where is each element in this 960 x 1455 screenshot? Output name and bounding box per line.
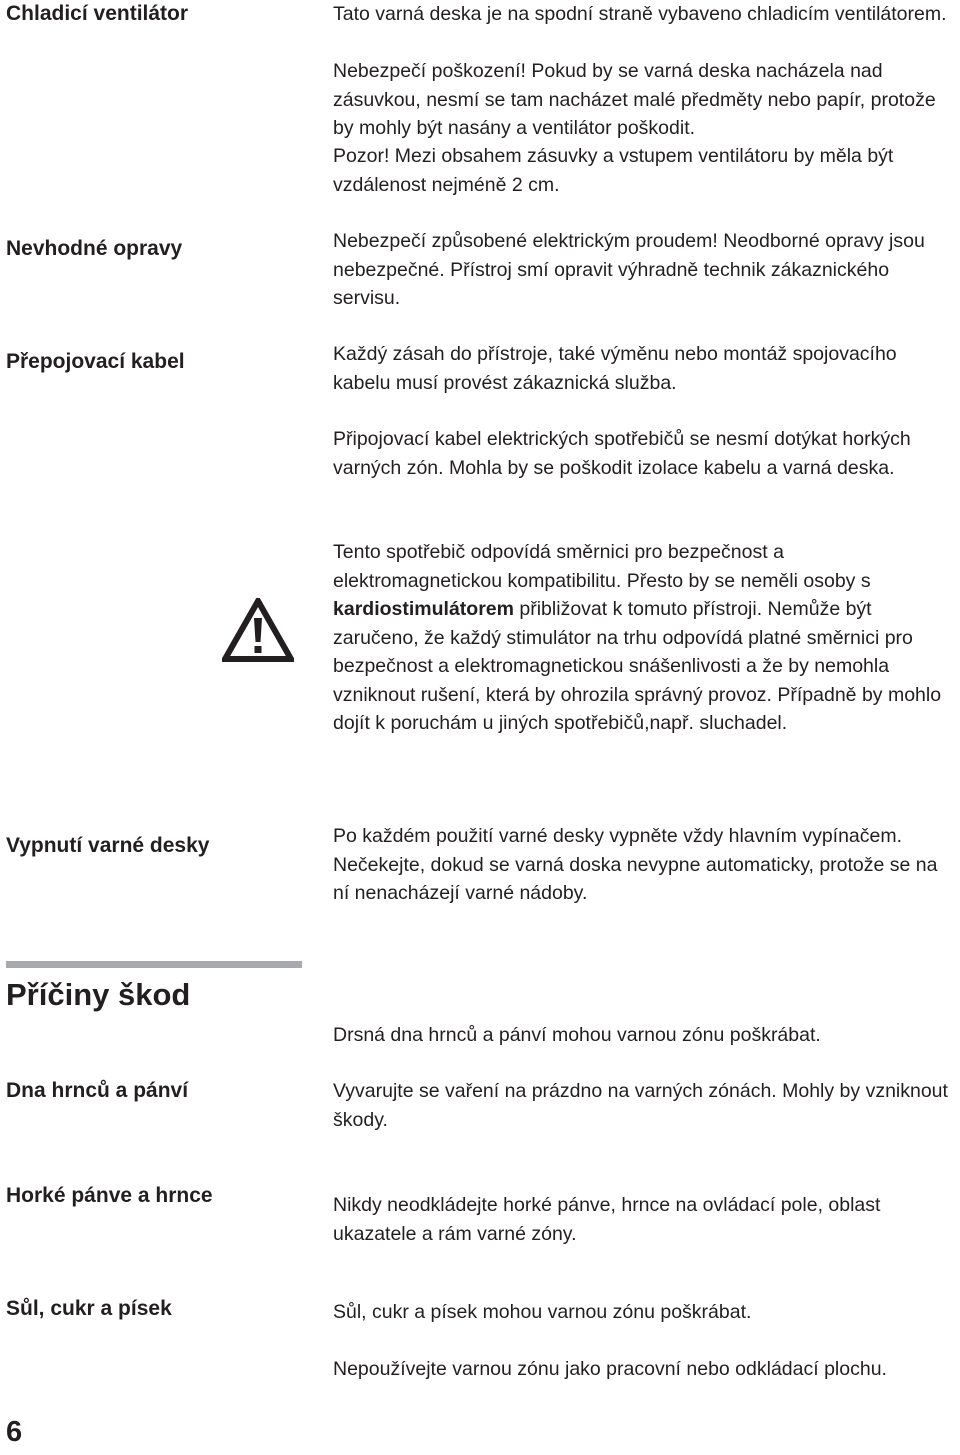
label-salt-sugar-sand: Sůl, cukr a písek	[6, 1297, 172, 1320]
paragraph-emc	[333, 538, 955, 738]
label-cooling-fan: Chladicí ventilátor	[6, 2, 189, 25]
paragraph-switch-off: Po každém použití varné desky vypněte vždy hlavním vypínačem. Nečekejte, dokud se varná doska nevypne automaticky, protože se na ní nenacházejí varné nádoby.	[333, 825, 938, 904]
paragraph-salt-sugar-sand: Sůl, cukr a písek mohou varnou zónu poškrábat.	[333, 1301, 752, 1323]
label-switch-off: Vypnutí varné desky	[6, 834, 210, 857]
paragraph-fan-distance: Pozor! Mezi obsahem zásuvky a vstupem ventilátoru by měla být vzdálenost nejméně 2 cm.	[333, 145, 894, 196]
paragraph-cable-hot-zones: Připojovací kabel elektrických spotřebičů se nesmí dotýkat horkých varných zón. Mohla by se poškodit izolace kabelu a varná deska.	[333, 428, 911, 479]
label-hot-pans: Horké pánve a hrnce	[6, 1184, 213, 1207]
paragraph-cable-service: Každý zásah do přístroje, také výměnu nebo montáž spojovacího kabelu musí provést zákaznická služba.	[333, 343, 897, 394]
page-number: 6	[6, 1416, 23, 1448]
paragraph-emc-end: přibližovat k tomuto přístroji. Nemůže být zaručeno, že každý stimulátor na trhu odpovídá platné směrnici pro bezpečnost a elektromagnetickou snášenlivosti a že by nemohla vzniknout rušení, která by ohrozila správný provoz. Případně by mohlo dojít k poruchám u jiných spotřebičů,např. sluchadel.	[333, 598, 942, 734]
paragraph-fan-damage: Nebezpečí poškození! Pokud by se varná deska nacházela nad zásuvkou, nesmí se tam nacházet malé předměty nebo papír, protože by mohly být nasány a ventilátor poškodit.	[333, 60, 936, 139]
section-divider	[6, 961, 302, 968]
warning-triangle-icon	[222, 598, 294, 662]
section-title: Příčiny škod	[6, 977, 191, 1012]
paragraph-no-work-surface: Nepoužívejte varnou zónu jako pracovní nebo odkládací plochu.	[333, 1358, 887, 1380]
label-pot-bottoms: Dna hrnců a pánví	[6, 1079, 189, 1102]
paragraph-rough-bottoms: Drsná dna hrnců a pánví mohou varnou zónu poškrábat.	[333, 1024, 821, 1046]
paragraph-hot-pans: Nikdy neodkládejte horké pánve, hrnce na ovládací pole, oblast ukazatele a rám varné zóny.	[333, 1194, 881, 1245]
paragraph-fan-intro: Tato varná deska je na spodní straně vybaveno chladicím ventilátorem.	[333, 3, 947, 25]
label-improper-repairs: Nevhodné opravy	[6, 237, 183, 260]
paragraph-emc-bold: kardiostimulátorem	[333, 598, 514, 620]
paragraph-repairs: Nebezpečí způsobené elektrickým proudem! Neodborné opravy jsou nebezpečné. Přístroj smí opravit výhradně technik zákaznického servisu.	[333, 230, 925, 309]
label-connection-cable: Přepojovací kabel	[6, 350, 185, 373]
paragraph-empty-cooking: Vyvarujte se vaření na prázdno na varných zónách. Mohly by vzniknout škody.	[333, 1080, 948, 1131]
paragraph-emc-start: Tento spotřebič odpovídá směrnici pro bezpečnost a elektromagnetickou kompatibilitu. Přesto by se neměli osoby s	[333, 541, 871, 592]
